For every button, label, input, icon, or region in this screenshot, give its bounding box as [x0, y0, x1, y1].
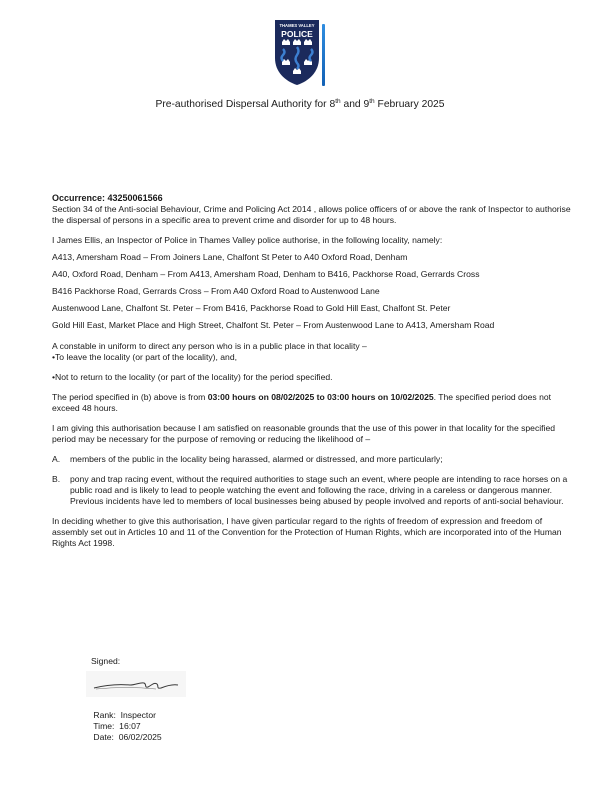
title-superscript: th [369, 98, 375, 105]
locality-item: A413, Amersham Road – From Joiners Lane, Chalfont St Peter to A40 Oxford Road, Denham [52, 252, 408, 262]
reason-item [52, 454, 573, 465]
rank-line: Rank: Inspector [91, 710, 156, 720]
reason-text: pony and trap racing event, without the required authorities to stage such an event, where people are intending to race horses on a public road and is likely to lead to people watching the event and following the race, driving in a careless or dangerous manner. Previous incidents have led to members of local businesses being abused by people involved and reports of anti-social behaviour. [70, 474, 568, 506]
logo-accent-bar [322, 24, 325, 86]
title-superscript: th [335, 98, 341, 105]
direction-bullet: •Not to return to the locality (or part of the locality) for the period specified. [52, 372, 333, 382]
title-text: and 9 [340, 99, 370, 110]
reason-marker: A. [52, 454, 61, 464]
locality-item: B416 Packhorse Road, Gerrards Cross – From A40 Oxford Road to Austenwood Lane [52, 286, 380, 296]
signature-image [86, 671, 186, 697]
locality-item: Gold Hill East, Market Place and High Street, Chalfont St. Peter – From Austenwood Lane to A413, Amersham Road [52, 320, 495, 330]
reason-marker: B. [52, 474, 61, 484]
locality-list [52, 252, 573, 331]
logo-main-text: POLICE [281, 29, 313, 39]
time-line: Time: 16:07 [91, 721, 141, 731]
date-line: Date: 06/02/2025 [91, 732, 162, 742]
reason-item [52, 474, 573, 507]
document-body [52, 193, 573, 549]
period-paragraph [52, 392, 573, 414]
reason-text: members of the public in the locality being harassed, alarmed or distressed, and more particularly; [70, 454, 443, 464]
document-title [0, 98, 600, 112]
period-text: . The specified period does not exceed 48 hours. [52, 392, 552, 413]
locality-item: Austenwood Lane, Chalfont St. Peter – From B416, Packhorse Road to Gold Hill East, Chalfont St. Peter [52, 303, 451, 313]
constable-line: A constable in uniform to direct any person who is in a public place in that locality – [52, 341, 367, 351]
locality-item: A40, Oxford Road, Denham – From A413, Amersham Road, Denham to B416, Packhorse Road, Gerrards Cross [52, 269, 480, 279]
authorise-line: I James Ellis, an Inspector of Police in Thames Valley police authorise, in the following locality, namely: [52, 235, 443, 245]
period-text: The period specified in (b) above is from [52, 392, 208, 402]
title-text: February 2025 [374, 99, 445, 110]
logo-top-text: THAMES VALLEY [279, 23, 315, 28]
occurrence-number: Occurrence: 43250061566 [52, 193, 163, 203]
signed-label: Signed: [91, 656, 121, 666]
intro-paragraph: Section 34 of the Anti-social Behaviour, Crime and Policing Act 2014 , allows police officers of or above the rank of Inspector to authorise the dispersal of persons in a specific area to prevent crime and disorder for up to 48 hours. [52, 204, 571, 225]
period-dates: 03:00 hours on 08/02/2025 to 03:00 hours on 10/02/2025 [207, 392, 434, 402]
rights-paragraph: In deciding whether to give this authorisation, I have given particular regard to the rights of freedom of expression and freedom of assembly set out in Articles 10 and 11 of the Convention for the Protection of Human Rights, which are incorporated into of the Human Rights Act 1998. [52, 516, 562, 548]
direction-bullet: •To leave the locality (or part of the locality), and, [52, 352, 237, 362]
grounds-paragraph: I am giving this authorisation because I am satisfied on reasonable grounds that the use of this power in that locality for the specified period may be necessary for the purpose of removing or reducing the likelihood of – [52, 423, 556, 444]
title-text: Pre-authorised Dispersal Authority for 8 [155, 99, 336, 110]
signatory-details [91, 710, 162, 743]
